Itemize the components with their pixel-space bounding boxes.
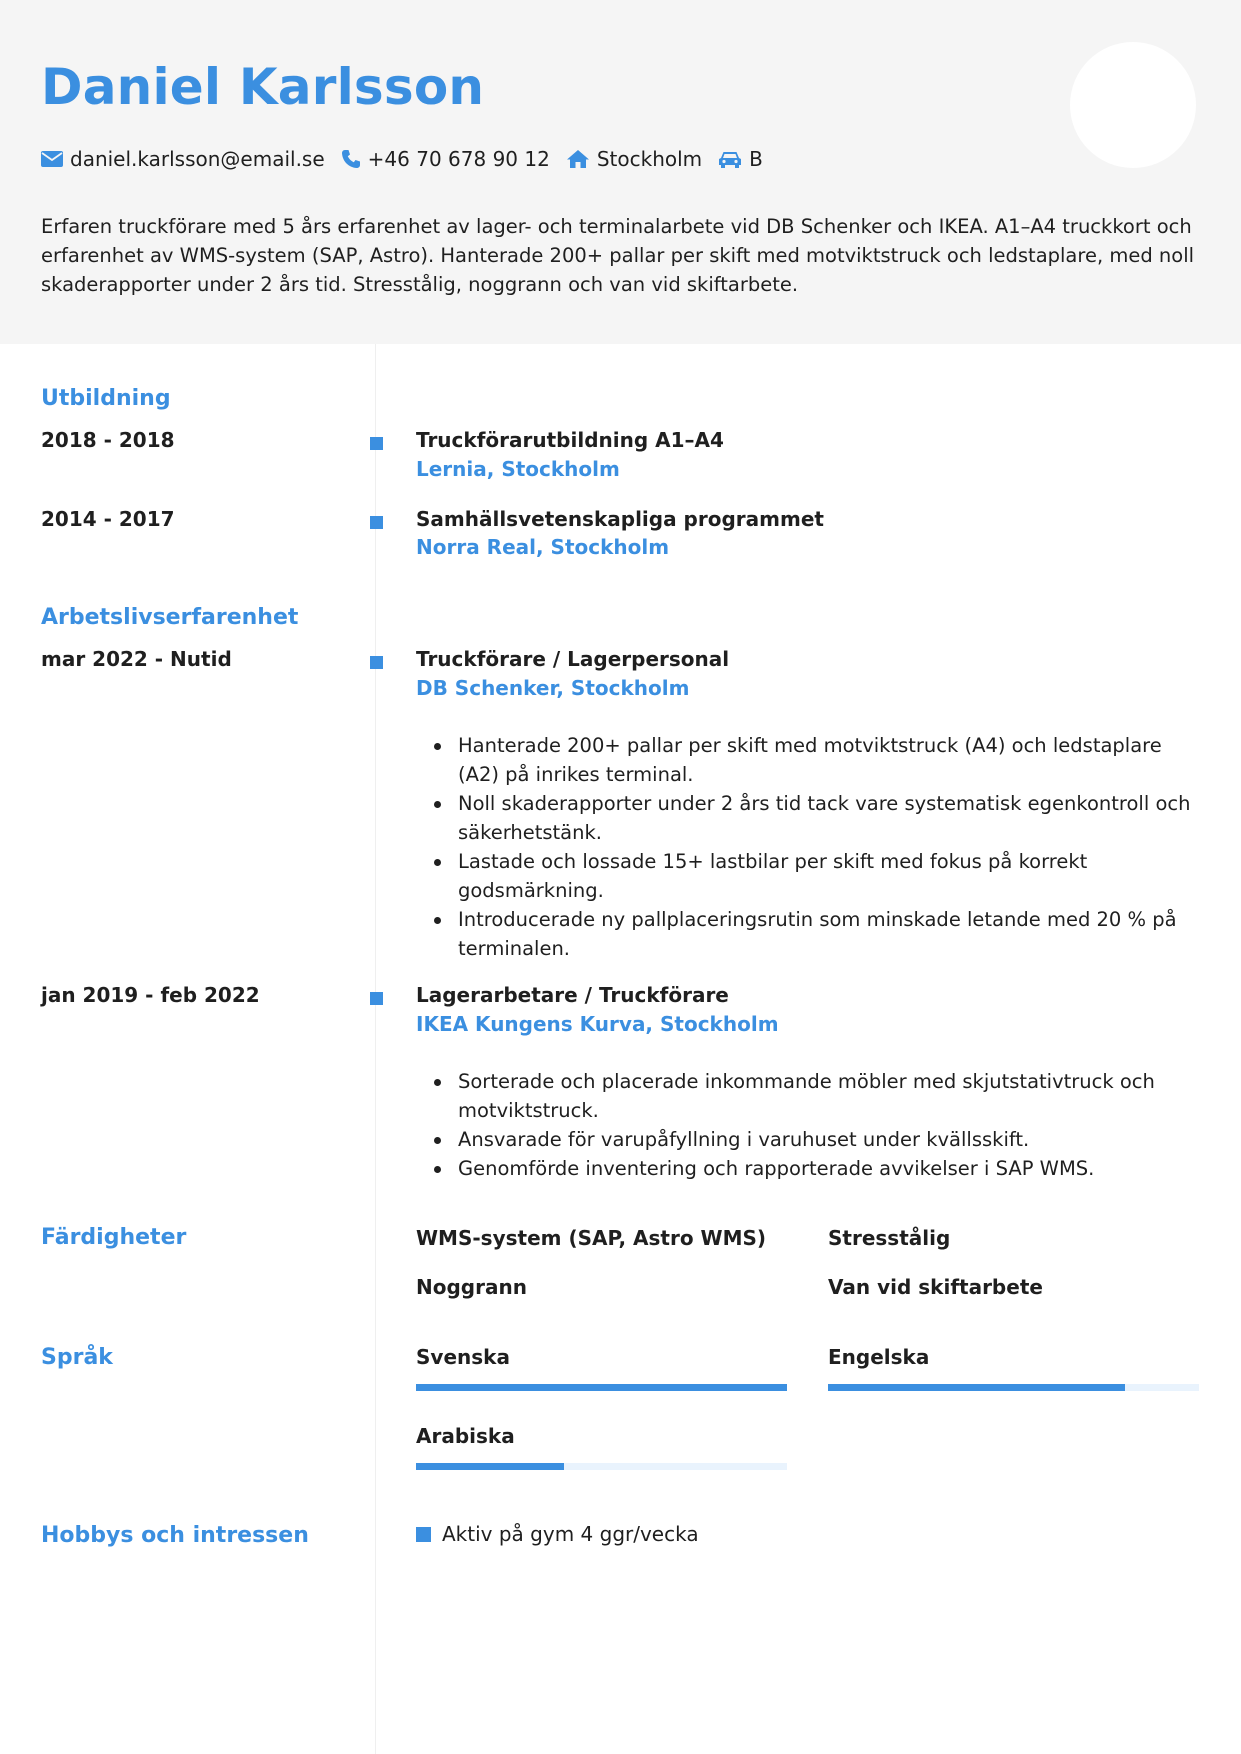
envelope-icon [41,151,63,167]
language-level-bar [416,1384,787,1391]
timeline-marker [370,656,383,669]
car-icon [718,150,742,168]
column-divider [375,344,376,1754]
language-name: Arabiska [416,1424,515,1448]
hobby-text: Aktiv på gym 4 ggr/vecka [442,1522,699,1546]
contact-row [41,144,779,174]
timeline-marker [370,437,383,450]
timeline-marker [370,992,383,1005]
candidate-name: Daniel Karlsson [41,58,485,116]
phone-text: +46 70 678 90 12 [367,147,550,171]
language-name: Svenska [416,1345,510,1369]
experience-title: Truckförare / Lagerpersonal [416,647,730,671]
contact-city [566,147,702,171]
experience-title: Lagerarbetare / Truckförare [416,983,729,1007]
phone-icon [341,149,361,169]
list-item: Genomförde inventering och rapporterade avvikelser i SAP WMS. [416,1154,1206,1183]
timeline-marker [370,516,383,529]
education-date: 2018 - 2018 [41,428,175,452]
experience-employer: DB Schenker, Stockholm [416,676,690,700]
language-name: Engelska [828,1345,930,1369]
education-date: 2014 - 2017 [41,507,175,531]
experience-employer: IKEA Kungens Kurva, Stockholm [416,1012,779,1036]
home-icon [566,149,590,169]
education-title: Samhällsvetenskapliga programmet [416,507,824,531]
education-school: Norra Real, Stockholm [416,535,670,559]
language-level-bar [828,1384,1199,1391]
square-bullet-icon [416,1527,431,1542]
section-title-hobbies: Hobbys och intressen [41,1523,309,1548]
list-item: Lastade och lossade 15+ lastbilar per skift med fokus på korrekt godsmärkning. [416,847,1206,905]
section-title-languages: Språk [41,1345,113,1370]
section-title-skills: Färdigheter [41,1225,187,1250]
skill-item: Van vid skiftarbete [828,1275,1043,1299]
experience-bullets [416,1067,1206,1183]
list-item: Introducerade ny pallplaceringsrutin som minskade letande med 20 % på terminalen. [416,905,1206,963]
experience-date: jan 2019 - feb 2022 [41,983,260,1007]
email-text: daniel.karlsson@email.se [70,147,325,171]
list-item: Hanterade 200+ pallar per skift med motviktstruck (A4) och ledstaplare (A2) på inrikes terminal. [416,731,1206,789]
profile-photo [1070,42,1196,168]
contact-license [718,147,763,171]
hobby-item [416,1522,699,1546]
language-level-bar [416,1463,787,1470]
education-title: Truckförarutbildning A1–A4 [416,428,724,452]
language-level-fill [828,1384,1125,1391]
list-item: Ansvarade för varupåfyllning i varuhuset under kvällsskift. [416,1125,1206,1154]
experience-date: mar 2022 - Nutid [41,647,232,671]
profile-summary: Erfaren truckförare med 5 års erfarenhet av lager- och terminalarbete vid DB Schenker och IKEA. A1–A4 truckkort och erfarenhet av WMS-system (SAP, Astro). Hanterade 200+ pallar per skift med motviktstruck och ledstaplare, med noll skaderapporter under 2 års tid. Stresstålig, noggrann och van vid skiftarbete. [41,215,1195,296]
city-text: Stockholm [596,147,703,171]
header [0,0,1241,344]
contact-email[interactable] [41,147,325,171]
skill-item: Noggrann [416,1275,527,1299]
section-title-experience: Arbetslivserfarenhet [41,605,299,630]
contact-phone[interactable] [341,147,550,171]
language-level-fill [416,1463,564,1470]
list-item: Sorterade och placerade inkommande möbler med skjutstativtruck och motviktstruck. [416,1067,1206,1125]
skill-item: WMS-system (SAP, Astro WMS) [416,1226,767,1250]
language-level-fill [416,1384,787,1391]
list-item: Noll skaderapporter under 2 års tid tack vare systematisk egenkontroll och säkerhetstänk. [416,789,1206,847]
license-text: B [749,147,763,171]
experience-bullets [416,731,1206,963]
section-title-education: Utbildning [41,386,171,411]
education-school: Lernia, Stockholm [416,457,620,481]
skill-item: Stresstålig [828,1226,951,1250]
